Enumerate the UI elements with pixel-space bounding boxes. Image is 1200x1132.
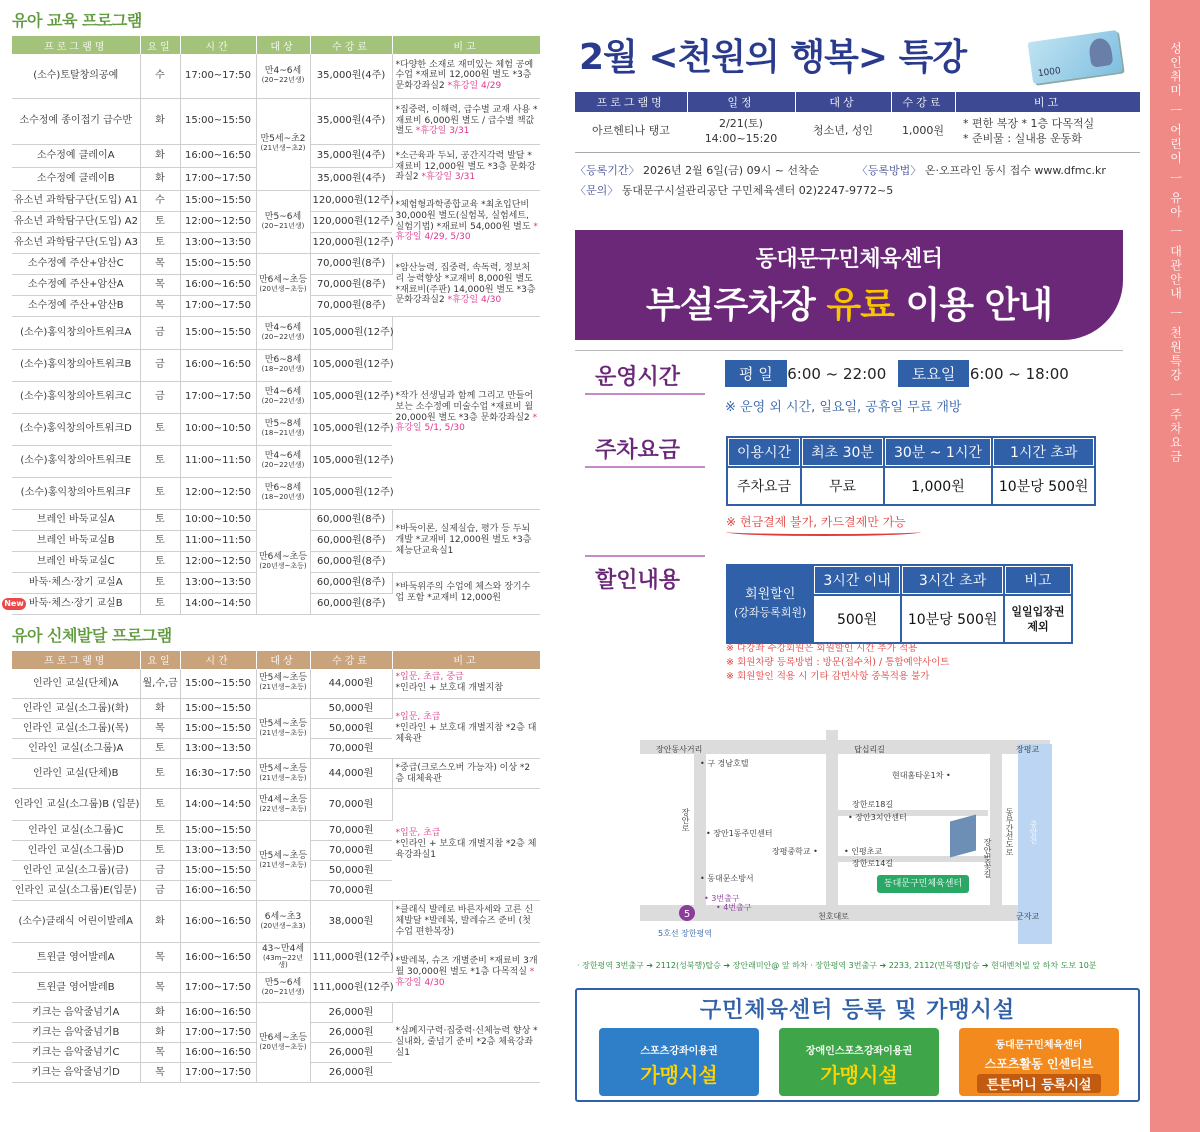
table-row (12, 699, 540, 719)
time: 14:00~14:50 (180, 593, 256, 614)
time: 16:00~16:50 (180, 274, 256, 295)
subway-icon (675, 903, 699, 923)
target: 만4~6세 (20~22년생) (256, 381, 310, 413)
time: 15:00~15:50 (180, 719, 256, 739)
fee: 50,000원 (310, 719, 392, 739)
operating-hours: 평 일 6:00 ~ 22:00 토요일 6:00 ~ 18:00 (725, 360, 1069, 387)
target: 만5세~초등 (21년생~초등) (256, 699, 310, 759)
col-note: 비고 (392, 36, 540, 54)
fee: 70,000원 (310, 739, 392, 759)
program-name: 소수정예 주산+암산A (12, 274, 140, 295)
table-row (12, 316, 540, 349)
divider (585, 466, 705, 468)
table-row (12, 98, 540, 144)
col-fee: 수강료 (891, 92, 955, 112)
feb-table (575, 92, 1141, 153)
time: 10:00~10:50 (180, 413, 256, 445)
note: *중급(크로스오버 가능자) 이상 *2층 대체육관 (392, 759, 540, 789)
time: 17:00~17:50 (180, 381, 256, 413)
day: 토 (140, 572, 180, 593)
target: 만5세~초2 (21년생~초2) (256, 98, 310, 190)
schedule: 2/21(토) 14:00~15:20 (687, 112, 795, 152)
fee: 70,000원(8주) (310, 253, 392, 274)
fee-label: 주차요금 (595, 438, 681, 463)
fee: 50,000원 (310, 861, 392, 881)
target: 만5세~초등 (21년생~초등) (256, 669, 310, 699)
day: 목 (140, 295, 180, 316)
yua-edu-table (4, 36, 541, 615)
table-row (12, 943, 540, 973)
section-title-yua-body: 유아 신체발달 프로그램 (12, 625, 172, 645)
day: 목 (140, 274, 180, 295)
fee: 26,000원 (310, 1063, 392, 1083)
target: 만6세~초등 (20년생~초등) (256, 509, 310, 614)
program-name: (소수)홍익창의아트워크A (12, 316, 140, 349)
table-header-row (12, 36, 540, 54)
day: 금 (140, 349, 180, 381)
target: 만6세~초등 (20년생~초등) (256, 253, 310, 316)
target: 청소년, 성인 (795, 112, 891, 152)
program-name: 유소년 과학탐구단(도입) A2 (12, 211, 140, 232)
program-name: 인라인 교실(소그룹)E(입문) (12, 881, 140, 901)
program-name: 브레인 바둑교실A (12, 509, 140, 530)
time: 11:00~11:50 (180, 445, 256, 477)
note: *집중력, 이해력, 급수별 교재 사용 *재료비 6,000원 별도 / 급수별 책값별도 *휴강일 3/31 (392, 98, 540, 144)
note: *암산능력, 집중력, 속독력, 정보처리 능력향상 *교재비 8,000원 별도 *재료비(주판) 14,000원 별도 *3층 문화강좌실2 *휴강일 4/30 (392, 253, 540, 316)
program-name: New 바둑·체스·장기 교실B (12, 593, 140, 614)
fee: 120,000원(12주) (310, 232, 392, 253)
program-name: 소수정예 주산+암산B (12, 295, 140, 316)
day: 수 (140, 54, 180, 98)
fee: 105,000원(12주) (310, 349, 392, 381)
program-name: 인라인 교실(단체)A (12, 669, 140, 699)
program-name: 소수정예 클레이B (12, 167, 140, 190)
day: 토 (140, 509, 180, 530)
day: 목 (140, 719, 180, 739)
day: 화 (140, 1023, 180, 1043)
fee: 70,000원 (310, 841, 392, 861)
program-name: (소수)홍익창의아트워크D (12, 413, 140, 445)
fee: 1,000원 (891, 112, 955, 152)
time: 10:00~10:50 (180, 509, 256, 530)
day: 토 (140, 821, 180, 841)
col-target: 대상 (256, 36, 310, 54)
discount-table: 회원할인 (강좌등록회원) 3시간 이내 3시간 초과 비고 500원 10분당 500원 일일입장권 제외 (726, 564, 1073, 644)
col-fee: 수강료 (310, 36, 392, 54)
target: 만6~8세 (18~20년생) (256, 349, 310, 381)
day: 토 (140, 211, 180, 232)
time: 11:00~11:50 (180, 530, 256, 551)
time: 13:00~13:50 (180, 572, 256, 593)
note: *클래식 발레로 바른자세와 고른 신체발달 *발레복, 발레슈즈 준비 (첫수업 편한복장) (392, 901, 540, 943)
fee: 111,000원(12주) (310, 943, 392, 973)
program-name: 바둑·체스·장기 교실A (12, 572, 140, 593)
time: 16:00~16:50 (180, 1003, 256, 1023)
program-name: 인라인 교실(소그룹)D (12, 841, 140, 861)
fee: 35,000원(4주) (310, 54, 392, 98)
target: 43~만4세 (43m~22년생) (256, 943, 310, 973)
program-name: 아르헨티나 탱고 (575, 112, 687, 152)
fee: 26,000원 (310, 1003, 392, 1023)
fee: 38,000원 (310, 901, 392, 943)
program-name: (소수)홍익창의아트워크E (12, 445, 140, 477)
col-program: 프로그램명 (12, 36, 140, 54)
program-name: (소수)홍익창의아트워크F (12, 477, 140, 509)
day: 화 (140, 1003, 180, 1023)
fee: 70,000원 (310, 881, 392, 901)
incentive-card: 동대문구민체육센터 스포츠활동 인센티브 튼튼머니 등록시설 (959, 1028, 1119, 1096)
target: 만5~8세 (18~21년생) (256, 413, 310, 445)
program-name: 트윈클 영어발레B (12, 973, 140, 1003)
program-name: 소수정예 종이접기 급수반 (12, 98, 140, 144)
fee: 70,000원 (310, 821, 392, 841)
program-name: (소수)홍익창의아트워크C (12, 381, 140, 413)
note: *입문, 초급, 중급 *인라인 + 보호대 개별지참 (392, 669, 540, 699)
time: 15:00~15:50 (180, 253, 256, 274)
day: 화 (140, 901, 180, 943)
fee: 44,000원 (310, 669, 392, 699)
day: 화 (140, 167, 180, 190)
program-name: 유소년 과학탐구단(도입) A3 (12, 232, 140, 253)
fee: 105,000원(12주) (310, 477, 392, 509)
time: 15:00~15:50 (180, 821, 256, 841)
cash-note: ※ 현금결제 불가, 카드결제만 가능 (726, 515, 906, 529)
divider (585, 555, 705, 557)
table-row (12, 669, 540, 699)
target: 만5~6세 (20~21년생) (256, 973, 310, 1003)
table-row (12, 759, 540, 789)
fee: 60,000원(8주) (310, 509, 392, 530)
col-program: 프로그램명 (575, 92, 687, 112)
target: 만6세~초등 (20년생~초등) (256, 1003, 310, 1083)
fee: 120,000원(12주) (310, 211, 392, 232)
table-row (12, 190, 540, 211)
target: 만4~6세 (20~22년생) (256, 445, 310, 477)
target: 만4세~초등 (22년생~초등) (256, 789, 310, 821)
col-time: 시간 (180, 651, 256, 669)
target: 만5세~초등 (21년생~초등) (256, 759, 310, 789)
time: 17:00~17:50 (180, 1063, 256, 1083)
time: 17:00~17:50 (180, 973, 256, 1003)
day: 토 (140, 789, 180, 821)
day: 목 (140, 1043, 180, 1063)
divider (585, 393, 705, 395)
col-day: 요일 (140, 651, 180, 669)
disabled-voucher-card: 장애인스포츠강좌이용권 가맹시설 (779, 1028, 939, 1096)
fee: 60,000원(8주) (310, 551, 392, 572)
free-note: ※ 운영 외 시간, 일요일, 공휴일 무료 개방 (725, 400, 962, 415)
fee: 35,000원(4주) (310, 167, 392, 190)
day: 토 (140, 593, 180, 614)
program-name: 브레인 바둑교실B (12, 530, 140, 551)
day: 토 (140, 477, 180, 509)
fee: 60,000원(8주) (310, 572, 392, 593)
section-title-yua-edu: 유아 교육 프로그램 (12, 11, 142, 30)
table-header-row (12, 651, 540, 669)
table-row (12, 509, 540, 530)
note: *발레복, 슈즈 개별준비 *재료비 3개월 30,000원 별도 *1층 다목적실 *휴강일 4/30 (392, 943, 540, 1003)
note: *심폐지구력·집중력·신체능력 향상 *실내화, 줄넘기 준비 *2층 체육강좌실1 (392, 1003, 540, 1083)
time: 15:00~15:50 (180, 699, 256, 719)
parking-fee-table: 이용시간 최초 30분 30분 ~ 1시간 1시간 초과 주차요금 무료 1,000원 10분당 500원 (726, 436, 1096, 506)
col-fee: 수강료 (310, 651, 392, 669)
time: 16:00~16:50 (180, 901, 256, 943)
col-time: 시간 (180, 36, 256, 54)
fee: 70,000원 (310, 789, 392, 821)
program-name: 트윈클 영어발레A (12, 943, 140, 973)
fee: 35,000원(4주) (310, 98, 392, 144)
discount-notes: ※ 다강좌 수강회원은 회원할인 시간 추가 적용 ※ 회원차량 등록방법 : 방문(접수처) / 통합예약사이트 ※ 회원할인 적용 시 기타 감면사항 중복적용 불가 (726, 643, 950, 682)
day: 금 (140, 861, 180, 881)
time: 16:30~17:50 (180, 759, 256, 789)
fee: 105,000원(12주) (310, 413, 392, 445)
program-name: (소수)클래식 어린이발레A (12, 901, 140, 943)
feb-title: 2월 <천원의 행복> 특강 (579, 37, 967, 78)
time: 12:00~12:50 (180, 211, 256, 232)
fee: 111,000원(12주) (310, 973, 392, 1003)
left-column (4, 10, 542, 1083)
col-schedule: 일정 (687, 92, 795, 112)
day: 목 (140, 973, 180, 1003)
program-name: 인라인 교실(소그룹)C (12, 821, 140, 841)
affiliate-box: 구민체육센터 등록 및 가맹시설 스포츠강좌이용권 가맹시설 장애인스포츠강좌이용권 가맹시설 동대문구민체육센터 스포츠활동 인센티브 튼튼머니 등록시설 (575, 988, 1140, 1102)
fee: 70,000원(8주) (310, 274, 392, 295)
registration-info: 〈등록기간〉 2026년 2월 6일(금) 09시 ~ 선착순 〈등록방법〉 온·오프라인 동시 접수 www.dfmc.kr 〈문의〉 동대문구시설관리공단 구민체육센터 02)2247-9772~5 (575, 163, 1106, 197)
day: 토 (140, 445, 180, 477)
time: 17:00~17:50 (180, 167, 256, 190)
program-name: 소수정예 클레이A (12, 144, 140, 167)
day: 금 (140, 316, 180, 349)
program-name: 키크는 음악줄넘기A (12, 1003, 140, 1023)
day: 목 (140, 253, 180, 274)
program-name: 인라인 교실(소그룹)B (입문) (12, 789, 140, 821)
fee: 26,000원 (310, 1043, 392, 1063)
day: 수 (140, 190, 180, 211)
target: 만5~6세 (20~21년생) (256, 190, 310, 253)
time: 16:00~16:50 (180, 349, 256, 381)
program-name: 인라인 교실(소그룹)(화) (12, 699, 140, 719)
day: 토 (140, 759, 180, 789)
sports-center-marker: 동대문구민체육센터 (877, 875, 969, 893)
target: 만6~8세 (18~20년생) (256, 477, 310, 509)
fee: 35,000원(4주) (310, 144, 392, 167)
program-name: (소수)토탈창의공예 (12, 54, 140, 98)
program-name: 소수정예 주산+암산C (12, 253, 140, 274)
table-row (12, 54, 540, 98)
time: 16:00~16:50 (180, 881, 256, 901)
table-row (12, 1003, 540, 1023)
time: 15:00~15:50 (180, 861, 256, 881)
target: 만4~6세 (20~22년생) (256, 316, 310, 349)
note: *소근육과 두뇌, 공간지각력 발달 *재료비 12,000원 별도 *3층 문화강좌실2 *휴강일 3/31 (392, 144, 540, 190)
day: 목 (140, 1063, 180, 1083)
program-name: 인라인 교실(소그룹)(목) (12, 719, 140, 739)
fee: 44,000원 (310, 759, 392, 789)
day: 화 (140, 699, 180, 719)
note: *입문, 초급 *인라인 + 보호대 개별지참 *2층 체육강좌실1 (392, 789, 540, 901)
day: 화 (140, 144, 180, 167)
day: 금 (140, 881, 180, 901)
discount-label: 할인내용 (595, 568, 681, 593)
parking-banner: 동대문구민체육센터 부설주차장 유료 이용 안내 (575, 230, 1123, 340)
fee: 105,000원(12주) (310, 316, 392, 349)
note: * 편한 복장 * 1층 다목적실 * 준비물 : 실내용 운동화 (955, 112, 1140, 152)
time: 12:00~12:50 (180, 551, 256, 572)
target: 6세~초3 (20년생~초3) (256, 901, 310, 943)
col-note: 비고 (392, 651, 540, 669)
time: 15:00~15:50 (180, 669, 256, 699)
day: 화 (140, 98, 180, 144)
time: 14:00~14:50 (180, 789, 256, 821)
day: 토 (140, 841, 180, 861)
note: *바둑이론, 실제실습, 평가 등 두뇌개발 *교재비 12,000원 별도 *3층 체능단교육실1 (392, 509, 540, 572)
time: 17:00~17:50 (180, 54, 256, 98)
voucher-card: 스포츠강좌이용권 가맹시설 (599, 1028, 759, 1096)
time: 16:00~16:50 (180, 1043, 256, 1063)
target: 만5세~초등 (21년생~초등) (256, 821, 310, 901)
program-name: 브레인 바둑교실C (12, 551, 140, 572)
time: 12:00~12:50 (180, 477, 256, 509)
program-name: 인라인 교실(소그룹)A (12, 739, 140, 759)
new-badge: New (2, 598, 26, 610)
yua-body-table (12, 651, 541, 1084)
program-name: 인라인 교실(단체)B (12, 759, 140, 789)
col-note: 비고 (955, 92, 1140, 112)
time: 16:00~16:50 (180, 144, 256, 167)
fee: 70,000원(8주) (310, 295, 392, 316)
note: *작가 선생님과 함께 그리고 만들어보는 소수정예 미술수업 *재료비 월20,000원 별도 *3층 문화강좌실2 *휴강일 5/1, 5/30 (392, 316, 540, 509)
day: 토 (140, 232, 180, 253)
day: 토 (140, 413, 180, 445)
fee: 50,000원 (310, 699, 392, 719)
col-target: 대상 (256, 651, 310, 669)
target: 만4~6세 (20~22년생) (256, 54, 310, 98)
time: 13:00~13:50 (180, 841, 256, 861)
table-row (575, 112, 1140, 152)
program-name: 키크는 음악줄넘기D (12, 1063, 140, 1083)
col-program: 프로그램명 (12, 651, 140, 669)
feb-special-section (575, 30, 1140, 201)
program-name: 인라인 교실(소그룹)(금) (12, 861, 140, 881)
svg-text:5: 5 (683, 909, 691, 920)
program-name: 키크는 음악줄넘기C (12, 1043, 140, 1063)
time: 16:00~16:50 (180, 943, 256, 973)
hours-label: 운영시간 (595, 365, 681, 390)
time: 15:00~15:50 (180, 98, 256, 144)
fee: 26,000원 (310, 1023, 392, 1043)
banknote-image: 1000 (1028, 30, 1123, 84)
fee: 105,000원(12주) (310, 445, 392, 477)
time: 13:00~13:50 (180, 739, 256, 759)
side-index: 성인취미 ㅡ 어린이 ㅡ 유아 ㅡ 대관안내 ㅡ 천원특강 ㅡ 주차요금 (1150, 0, 1200, 1132)
day: 금 (140, 381, 180, 413)
note: *다양한 소재로 재미있는 체험 공예수업 *재료비 12,000원 별도 *3층 문화강좌실2 *휴강일 4/29 (392, 54, 540, 98)
fee: 60,000원(8주) (310, 593, 392, 614)
day: 토 (140, 739, 180, 759)
time: 17:00~17:50 (180, 1023, 256, 1043)
day: 월,수,금 (140, 669, 180, 699)
day: 토 (140, 551, 180, 572)
program-name: 키크는 음악줄넘기B (12, 1023, 140, 1043)
time: 15:00~15:50 (180, 316, 256, 349)
time: 17:00~17:50 (180, 295, 256, 316)
col-target: 대상 (795, 92, 891, 112)
route-directions: · 장한평역 3번출구 ➔ 2112(성북행)탑승 ➔ 장안래미안@ 앞 하차 · 장한평역 3번출구 ➔ 2233, 2112(면목행)탑승 ➔ 현대벤처빌 앞 하차 도보 10분 (577, 961, 1097, 970)
note: *체험형과학종합교육 *최초입단비 30,000원 별도(실험복, 실험세트, 실험기법) *재료비 54,000원 별도 *휴강일 4/29, 5/30 (392, 190, 540, 253)
program-name: (소수)홍익창의아트워크B (12, 349, 140, 381)
fee: 60,000원(8주) (310, 530, 392, 551)
program-name: 유소년 과학탐구단(도입) A1 (12, 190, 140, 211)
table-row (12, 253, 540, 274)
day: 목 (140, 943, 180, 973)
time: 13:00~13:50 (180, 232, 256, 253)
divider (575, 350, 1123, 351)
note: *입문, 초급 *인라인 + 보호대 개별지참 *2층 대체육관 (392, 699, 540, 759)
time: 15:00~15:50 (180, 190, 256, 211)
underline-wave (726, 528, 921, 536)
day: 토 (140, 530, 180, 551)
fee: 120,000원(12주) (310, 190, 392, 211)
col-day: 요일 (140, 36, 180, 54)
building-icon (950, 815, 976, 858)
note: *바둑위주의 수업에 체스와 장기수업 포함 *교재비 12,000원 (392, 572, 540, 614)
fee: 105,000원(12주) (310, 381, 392, 413)
table-row (12, 789, 540, 821)
table-row (12, 901, 540, 943)
